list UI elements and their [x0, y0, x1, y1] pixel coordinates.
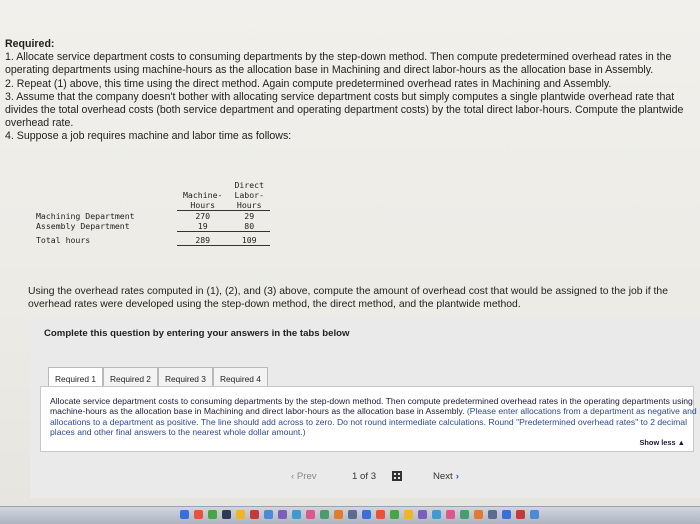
- taskbar: [0, 506, 700, 524]
- app-icon[interactable]: [292, 510, 301, 519]
- job-hours-table: [30, 180, 270, 246]
- instruction-text: Allocate service department costs to consuming departments by the step-down method. Then compute predetermined overhead rates in the operating departments using machine-hours as the allocation base in Machining and direct labor-hours as the allocation base in Assembly.: [50, 396, 693, 417]
- chevron-left-icon: ‹: [291, 471, 297, 482]
- app-icon[interactable]: [390, 510, 399, 519]
- row-label: Total hours: [36, 235, 91, 245]
- next-label: Next: [433, 471, 453, 482]
- app-icon[interactable]: [516, 510, 525, 519]
- app-icon[interactable]: [264, 510, 273, 519]
- page-of: of: [360, 471, 369, 482]
- col-labor-header-0: Direct: [234, 180, 265, 190]
- app-icon[interactable]: [530, 510, 539, 519]
- app-icon[interactable]: [376, 510, 385, 519]
- required-item-3: 3. Assume that the company doesn't bother with allocating service department costs but simply computes a single plantwide overhead rate that divides the total overhead costs (both service department and operating department costs) by the total direct labor-hours. Compute the plantwide overhead rate.: [5, 90, 684, 130]
- page-total: 3: [370, 471, 377, 482]
- required-title: Required:: [5, 38, 55, 50]
- table-row: [30, 221, 270, 232]
- requirements: [5, 38, 685, 144]
- prev-label: Prev: [296, 471, 317, 482]
- app-icon[interactable]: [404, 510, 413, 519]
- tab-required-2[interactable]: Required 2: [103, 367, 158, 391]
- tab-required-4[interactable]: Required 4: [213, 367, 268, 391]
- chevron-right-icon: ›: [455, 471, 459, 482]
- app-icon[interactable]: [236, 510, 245, 519]
- app-icon[interactable]: [194, 510, 203, 519]
- app-icon[interactable]: [418, 510, 427, 519]
- app-icon[interactable]: [334, 510, 343, 519]
- app-icon[interactable]: [208, 510, 217, 519]
- row-label: Assembly Department: [36, 221, 130, 232]
- app-icon[interactable]: [432, 510, 441, 519]
- pager: [255, 469, 495, 485]
- tab-required-1[interactable]: Required 1: [48, 367, 103, 391]
- machine-hours-total: 289: [177, 232, 228, 246]
- app-icon[interactable]: [446, 510, 455, 519]
- table-row: [30, 211, 270, 222]
- app-icon[interactable]: [348, 510, 357, 519]
- col-machine-header-2: Hours: [177, 200, 228, 211]
- panel-heading: Complete this question by entering your answers in the tabs below: [44, 328, 350, 339]
- table-row: [30, 232, 270, 246]
- labor-hours-total: 109: [228, 232, 270, 246]
- machine-hours: 270: [195, 211, 211, 221]
- taskbar-icons: [180, 510, 544, 519]
- grid-icon[interactable]: [392, 471, 402, 481]
- app-icon[interactable]: [502, 510, 511, 519]
- app-icon[interactable]: [250, 510, 259, 519]
- question-text: Using the overhead rates computed in (1), (2), and (3) above, compute the amount of overhead cost that would be assigned to the job if the overhead rates were developed using the step-down method, the direct method, and the plantwide method.: [28, 286, 668, 310]
- col-labor-header-1: Labor-: [234, 190, 265, 200]
- tab-content: [40, 386, 697, 452]
- labor-hours: 80: [228, 221, 270, 232]
- labor-hours: 29: [244, 211, 255, 221]
- instruction: [50, 396, 700, 438]
- app-icon[interactable]: [180, 510, 189, 519]
- machine-hours: 19: [177, 221, 228, 232]
- required-item-1: 1. Allocate service department costs to consuming departments by the step-down method. Then compute predetermined overhead rates in the operating departments using machine-hours as the allocation base in Machining and direct labor-hours as the allocation base in Assembly.: [5, 51, 672, 77]
- app-icon[interactable]: [278, 510, 287, 519]
- tab-required-3[interactable]: Required 3: [158, 367, 213, 391]
- app-icon[interactable]: [474, 510, 483, 519]
- col-machine-header-1: Machine-: [183, 190, 223, 200]
- app-icon[interactable]: [306, 510, 315, 519]
- next-button[interactable]: [433, 471, 459, 482]
- col-labor-header-2: Hours: [228, 200, 270, 211]
- instruction-hint: (Please enter allocations from a department as negative and allocations to a department as positive. The line should add across to zero. Do not round intermediate calculations. Round "Predetermined overhead rates" to 2 decimal places and other final answers to the nearest whole dollar amount.): [50, 406, 697, 438]
- show-less-link[interactable]: Show less ▲: [639, 438, 685, 447]
- page-current: 1: [352, 471, 358, 482]
- app-icon[interactable]: [362, 510, 371, 519]
- row-label: Machining Department: [36, 210, 135, 221]
- prev-button[interactable]: [291, 471, 317, 482]
- required-item-2: 2. Repeat (1) above, this time using the direct method. Again compute predetermined overhead rates in Machining and Assembly.: [5, 77, 612, 90]
- app-icon[interactable]: [222, 510, 231, 519]
- required-item-4: 4. Suppose a job requires machine and labor time as follows:: [5, 130, 292, 143]
- app-icon[interactable]: [460, 510, 469, 519]
- page-indicator: [352, 471, 376, 482]
- app-icon[interactable]: [488, 510, 497, 519]
- app-icon[interactable]: [320, 510, 329, 519]
